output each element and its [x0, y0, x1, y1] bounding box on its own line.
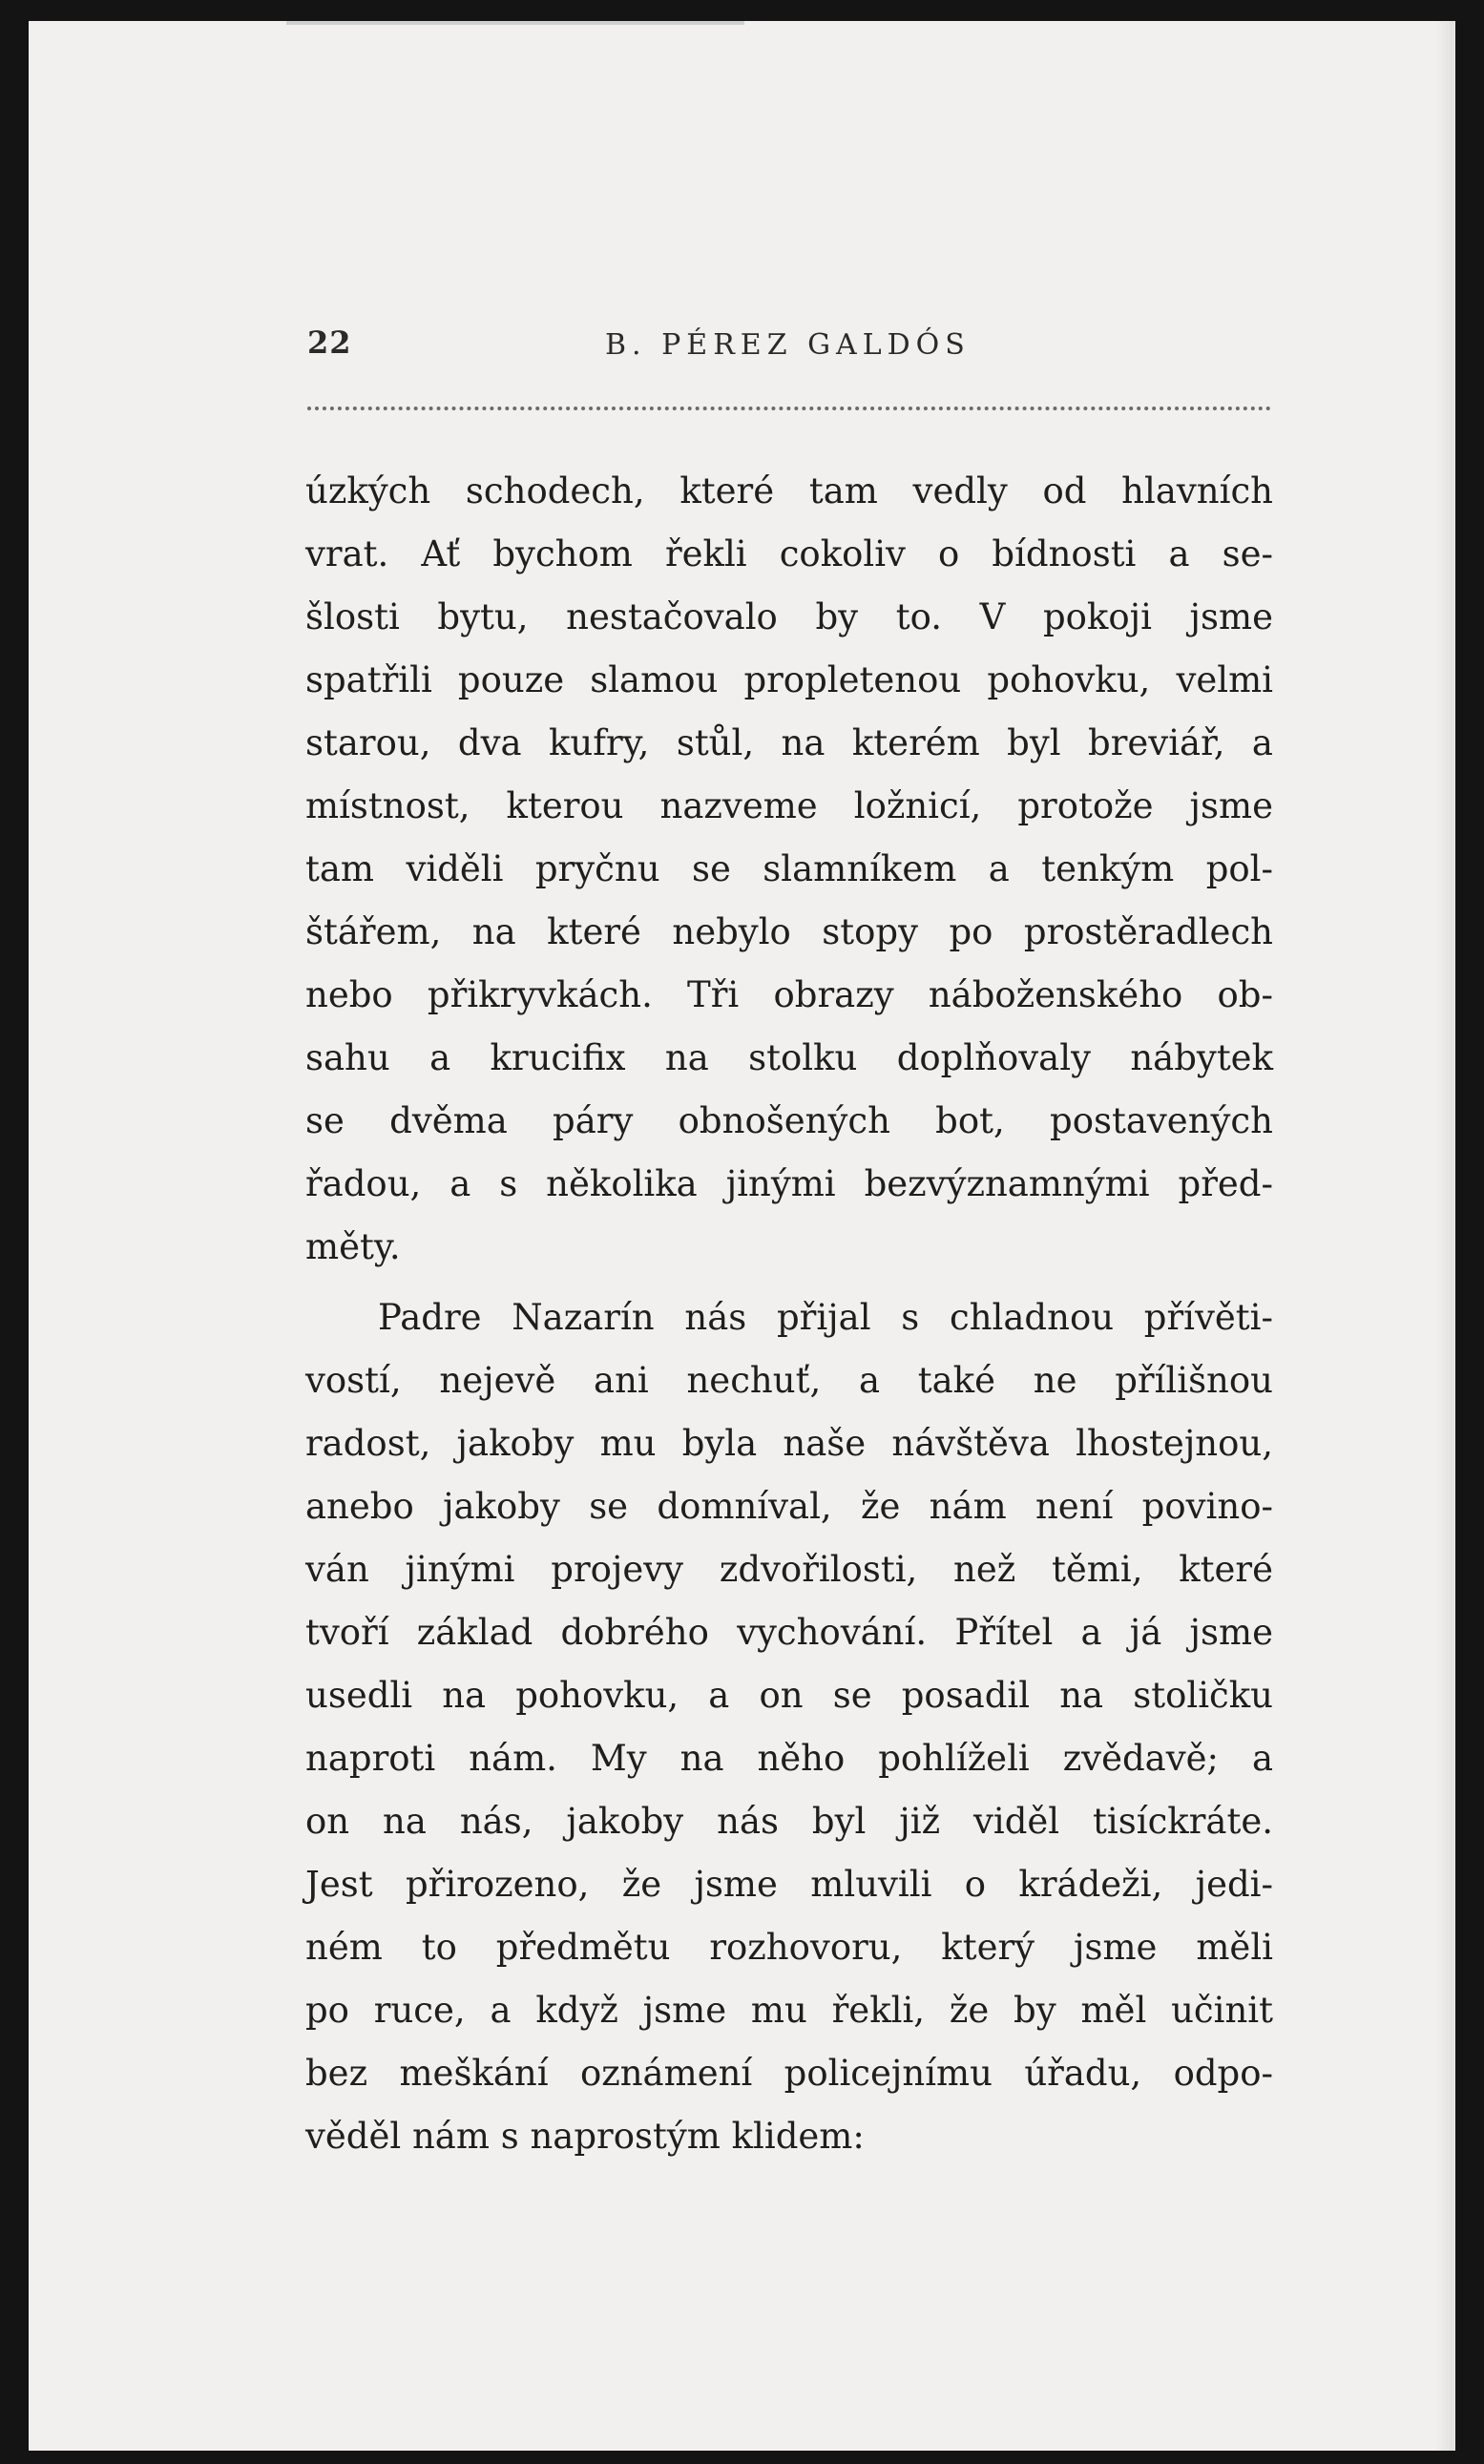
text-line: Padre Nazarín nás přijal s chladnou přívěti- — [378, 1297, 1273, 1338]
paragraph-2 — [305, 1286, 1273, 2168]
text-line: ván jinými projevy zdvořilosti, než těmi, které — [305, 1549, 1273, 1590]
body-text — [305, 460, 1273, 2168]
text-line: štářem, na které nebylo stopy po prostěradlech — [305, 911, 1273, 952]
text-line: měty. — [305, 1226, 401, 1267]
paragraph-1 — [305, 460, 1273, 1279]
text-line: vrat. Ať bychom řekli cokoliv o bídnosti a se- — [305, 533, 1273, 574]
text-line: usedli na pohovku, a on se posadil na stoličku — [305, 1675, 1273, 1716]
paragraph-gap — [305, 1279, 1273, 1286]
running-head: B. PÉREZ GALDÓS — [605, 328, 971, 362]
text-line: naproti nám. My na něho pohlíželi zvědavě; a — [305, 1738, 1273, 1779]
text-line: Jest přirozeno, že jsme mluvili o krádeži, jedi- — [305, 1864, 1273, 1905]
text-line: se dvěma páry obnošených bot, postavených — [305, 1100, 1273, 1141]
text-line: místnost, kterou nazveme ložnicí, protože jsme — [305, 785, 1273, 826]
text-line: bez meškání oznámení policejnímu úřadu, odpo- — [305, 2053, 1273, 2094]
text-line: tam viděli pryčnu se slamníkem a tenkým pol- — [305, 848, 1273, 889]
page-top-edge — [286, 21, 744, 25]
page-number: 22 — [307, 324, 352, 361]
text-line: radost, jakoby mu byla naše návštěva lhostejnou, — [305, 1423, 1273, 1464]
text-line: sahu a krucifix na stolku doplňovaly nábytek — [305, 1037, 1273, 1078]
text-line: nebo přikryvkách. Tři obrazy náboženského ob- — [305, 974, 1273, 1015]
text-line: řadou, a s několika jinými bezvýznamnými před- — [305, 1163, 1273, 1204]
text-line: po ruce, a když jsme mu řekli, že by měl učinit — [305, 1990, 1273, 2031]
header-divider — [307, 407, 1271, 410]
page-header — [29, 324, 1453, 366]
text-line: šlosti bytu, nestačovalo by to. V pokoji jsme — [305, 596, 1273, 637]
text-line: spatřili pouze slamou propletenou pohovku, velmi — [305, 659, 1273, 700]
text-line: on na nás, jakoby nás byl již viděl tisíckráte. — [305, 1801, 1273, 1842]
text-line: úzkých schodech, které tam vedly od hlavních — [305, 470, 1273, 512]
text-line: ném to předmětu rozhovoru, který jsme měli — [305, 1927, 1273, 1968]
page-edge-shadow — [1435, 21, 1453, 2451]
text-line: věděl nám s naprostým klidem: — [305, 2116, 865, 2157]
text-line: vostí, nejevě ani nechuť, a také ne přílišnou — [305, 1360, 1273, 1401]
text-line: starou, dva kufry, stůl, na kterém byl breviář, a — [305, 722, 1273, 763]
text-line: tvoří základ dobrého vychování. Přítel a já jsme — [305, 1612, 1273, 1653]
text-line: anebo jakoby se domníval, že nám není povino- — [305, 1486, 1273, 1527]
book-page — [29, 21, 1455, 2451]
